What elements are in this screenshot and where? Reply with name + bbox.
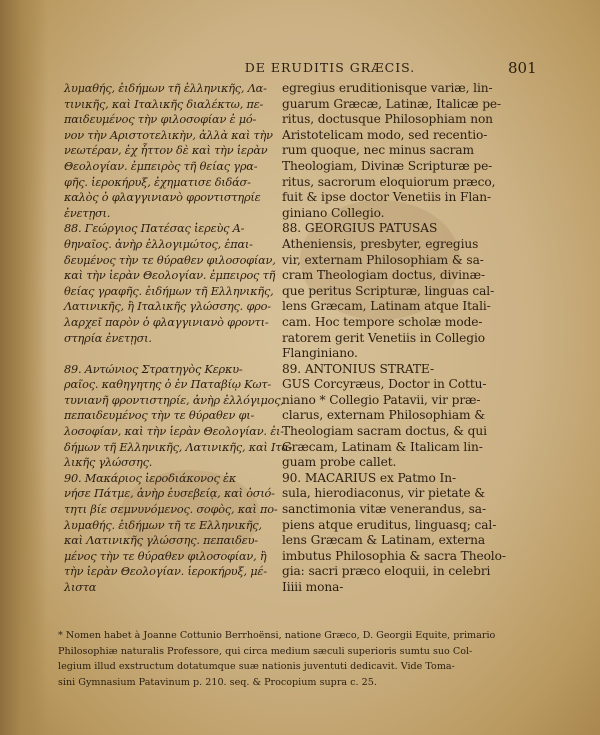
greek-text-line: λιστα [64,581,97,594]
greek-text-line: τινικῆς, καὶ Ιταλικῆς διαλέκτω, πε- [64,97,264,111]
page-number: 801 [508,59,537,77]
greek-column [64,81,293,596]
greek-text-line: ἐνετῃσι. [64,206,111,220]
greek-text-line: λαρχεῖ παρὸν ὁ φλαγγινιανὸ φροντι- [64,315,269,329]
latin-text-line: Flanginiano. [282,346,358,361]
greek-text-line: λυμαθής, ἐιδήμων τῆ ἑλληνικῆς, Λα- [64,82,267,95]
latin-text-line: Iiiii mona- [282,580,344,594]
latin-text-line: ritus, doctusque Philosophiam non [282,112,493,127]
latin-text-line: imbutus Philosophia & sacra Theolo- [282,548,506,563]
footnote-line: sini Gymnasium Patavinum p. 210. seq. & Procopium supra c. 25. [58,676,377,688]
latin-text-line: lens Græcam, Latinam atque Itali- [282,299,491,314]
greek-text-line: καλὸς ὁ φλαγγινιανὸ φροντιστηρίε [64,191,261,205]
greek-text-line: θηναῖος. ἀνὴρ ἐλλογιμώτος, ἐπαι- [64,237,253,251]
latin-text-line: gia: sacri præco eloquii, in celebri [282,564,491,579]
latin-text-line: fuit & ipse doctor Venetiis in Flan- [282,190,492,205]
greek-text-line: λικῆς γλώσσης. [64,456,153,470]
greek-text-line: τητι βίε σεμνυνόμενος. σοφὸς, καὶ πο- [64,503,278,517]
latin-text-line: Theologiam, Divinæ Scripturæ pe- [282,158,493,173]
greek-text-line: παιδευμένος τὴν φιλοσοφίαν ἐ μό- [64,113,257,127]
greek-text-line: νήσε Πάτμε, ἀνὴρ ἐυσεβείᾳ, καὶ ὁσιό- [64,487,275,501]
greek-text-line [64,346,270,362]
greek-text-line: Λατινικῆς, ἢ Ιταλικῆς γλώσσης. φρο- [64,300,271,314]
latin-text-line: Græcam, Latinam & Italicam lin- [282,439,483,454]
greek-text-line: 89. Αντώνιος Στρατηγὸς Κερκυ- [64,362,243,376]
running-header: DE ERUDITIS GRÆCIS. [244,60,416,75]
greek-text-line: θείας γραφῆς. ἐιδήμων τῆ Ελληνικῆς, [64,284,274,298]
latin-text-line: guam probe callet. [282,455,397,470]
greek-text-line: λοσοφίαν, καὶ τὴν ἱερὰν Θεολογίαν. ἐι- [64,425,284,439]
greek-text-line: λυμαθής. ἐιδήμων τῆ τε Ελληνικῆς, [64,518,262,532]
greek-text-line: 90. Μακάριος ἱεροδιάκονος ἐκ [64,471,237,485]
latin-text-line: cram Theologiam doctus, divinæ- [282,268,486,283]
greek-text-line: μένος τὴν τε θύραθεν φιλοσοφίαν, ἢ [64,549,267,563]
latin-text-line: 88. GEORGIUS PATUSAS [282,221,438,236]
greek-text-line: πεπαιδευμένος τὴν τε θύραθεν φι- [64,409,255,423]
latin-text-line: que peritus Scripturæ, linguas cal- [282,283,495,298]
greek-text-line: δήμων τῆ Ελληνικῆς, Λατινικῆς, καὶ Ιτα- [64,440,293,454]
latin-text-line: ritus, sacrorum eloquiorum præco, [282,174,496,189]
greek-text-line: νεωτέραν, ἐχ ἧττον δὲ καὶ τὴν ἱερὰν [64,144,268,158]
footnote-line: * Nomen habet à Joanne Cottunio Berrhoënsi, natione Græco, D. Georgii Equite, primario [58,630,496,641]
greek-text-line: καὶ τὴν ἱερὰν Θεολογίαν. ἐμπειρος τῆ [64,269,276,283]
latin-text-line: sula, hierodiaconus, vir pietate & [282,486,485,501]
greek-text-line: 88. Γεώργιος Πατέσας ἱερεὺς Α- [64,222,245,236]
latin-text-line: sanctimonia vitæ venerandus, sa- [282,502,486,517]
latin-text-line: Atheniensis, presbyter, egregius [282,236,479,251]
latin-text-line: GUS Corcyræus, Doctor in Cottu- [282,377,487,392]
greek-text-line: δευμένος τὴν τε θύραθεν φιλοσοφίαν, [64,253,276,267]
greek-text-line: τυνιανῆ φροντιστηρίε, ἀνὴρ ἐλλόγιμος, [64,393,284,407]
greek-text-line: τὴν ἱερὰν Θεολογίαν. ἱεροκήρυξ, μέ- [64,565,267,579]
footnote-line: Philosophiæ naturalis Professore, qui circa medium sæculi superioris sumtu suo Col- [58,645,473,657]
greek-text-line: στηρία ἐνετῃσι. [64,331,152,345]
greek-text-line: φῆς. ἱεροκήρυξ, ἐχηματισε διδάσ- [64,175,251,189]
greek-text-line: Θεολογίαν. ἐμπειρὸς τῆ θείας γρα- [64,159,258,173]
latin-text-line: clarus, externam Philosophiam & [282,408,486,423]
page-gutter [0,0,48,735]
latin-text-line: rum quoque, nec minus sacram [282,143,474,158]
latin-text-line: Theologiam sacram doctus, & qui [282,424,487,439]
latin-text-line: 90. MACARIUS ex Patmo In- [282,470,456,485]
greek-text-line: καὶ Λατινικῆς γλώσσης. πεπαιδευ- [64,534,258,548]
latin-text-line: lens Græcam & Latinam, externa [282,533,486,548]
greek-text-line: νον τὴν Αριστοτελικὴν, ἀλλὰ καὶ τὴν [64,128,273,142]
latin-text-line: cam. Hoc tempore scholæ mode- [282,314,483,329]
latin-text-line: egregius eruditionisque variæ, lin- [282,81,493,95]
latin-column [282,81,520,596]
latin-text-line: niano * Collegio Patavii, vir præ- [282,392,481,407]
latin-text-line: Aristotelicam modo, sed recentio- [282,127,488,142]
latin-text-line: giniano Collegio. [282,205,385,220]
latin-text-line: ratorem gerit Venetiis in Collegio [282,330,486,345]
footnote-line: legium illud exstructum dotatumque suæ nationis juventuti dedicavit. Vide Toma- [58,661,455,673]
greek-text-line: ραῖος. καθηγητης ὁ ἐν Παταβίῳ Κωτ- [64,378,272,392]
latin-text-line: vir, externam Philosophiam & sa- [282,252,484,267]
latin-text-line: guarum Græcæ, Latinæ, Italicæ pe- [282,96,502,111]
latin-text-line: piens atque eruditus, linguasq; cal- [282,517,497,532]
latin-text-line: 89. ANTONIUS STRATE- [282,361,434,376]
footnote [58,629,528,691]
